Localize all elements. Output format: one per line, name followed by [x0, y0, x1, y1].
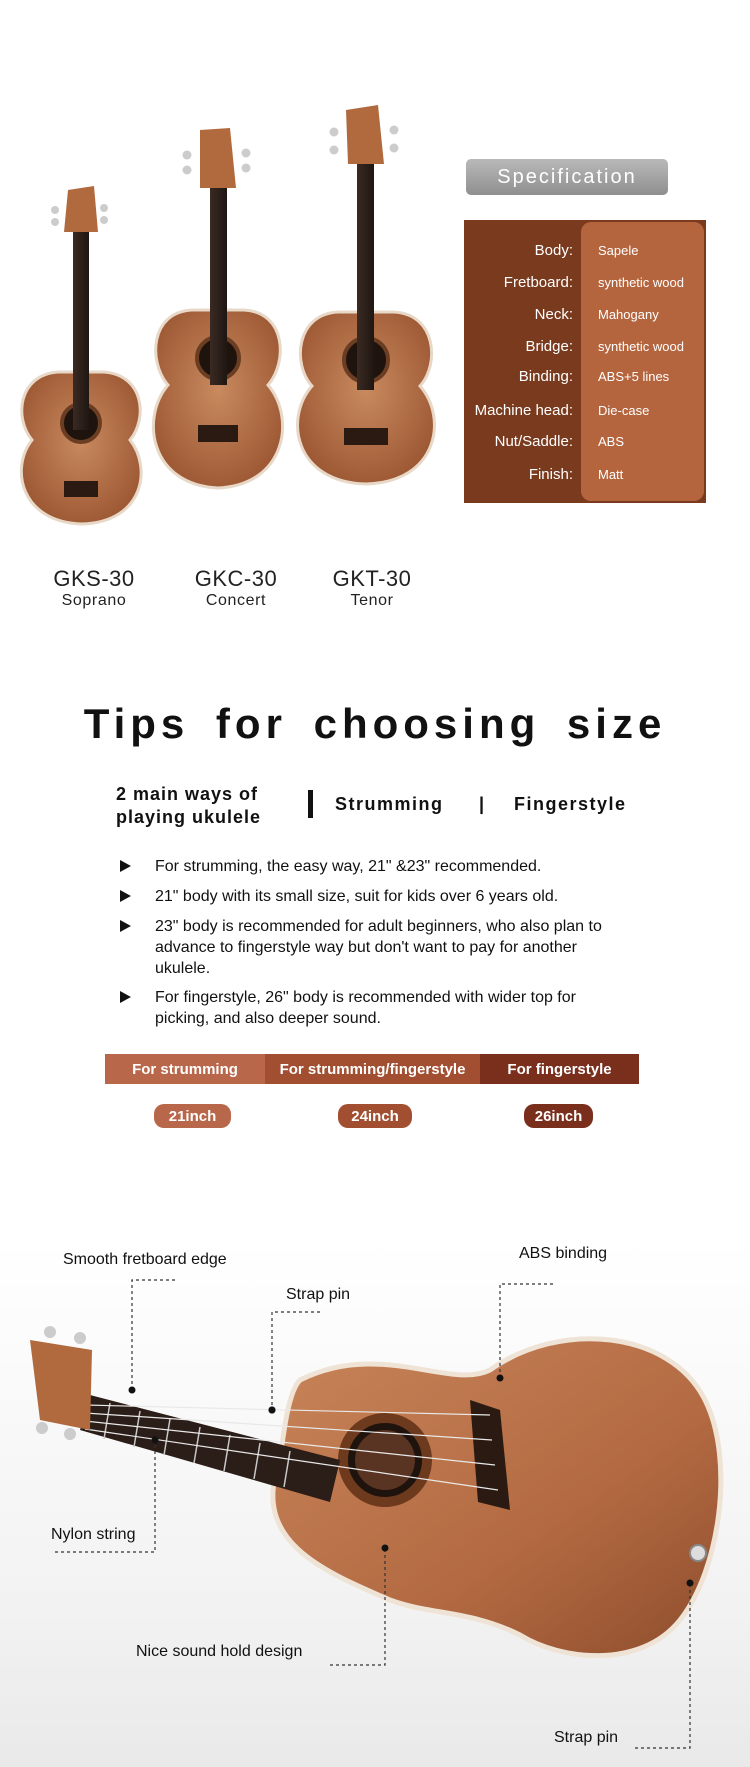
soprano-ukulele	[21, 186, 141, 524]
tips-title: Tips for choosing size	[83, 700, 667, 747]
spec-value: synthetic wood	[598, 275, 684, 290]
triangle-bullet-icon	[120, 991, 131, 1003]
spec-value: Mahogany	[598, 307, 659, 322]
bar-fingerstyle: For fingerstyle	[480, 1054, 639, 1084]
spec-row-neck	[464, 306, 706, 336]
spec-value: Sapele	[598, 243, 639, 258]
model-concert	[176, 566, 296, 610]
model-soprano	[34, 566, 154, 610]
label-sound-hole: Nice sound hold design	[136, 1643, 303, 1660]
bar-strumming-fingerstyle: For strumming/fingerstyle	[265, 1054, 480, 1084]
model-size: Tenor	[350, 592, 394, 609]
spec-value: Die-case	[598, 403, 650, 418]
tip-text: 21" body with its small size, suit for kids over 6 years old.	[155, 888, 559, 905]
concert-ukulele	[153, 128, 282, 488]
model-size: Concert	[205, 592, 267, 609]
ways-line-1: 2 main ways of	[116, 784, 259, 804]
model-code: GKS-30	[53, 566, 135, 591]
tip-text: For fingerstyle, 26" body is recommended with wider top for picking, and also deeper sound.	[155, 989, 576, 1027]
spec-row-nut-saddle	[464, 433, 706, 463]
spec-key: Bridge:	[525, 338, 573, 355]
spec-row-fretboard	[464, 274, 706, 304]
label-abs-binding: ABS binding	[519, 1245, 608, 1262]
triangle-bullet-icon	[120, 890, 131, 902]
model-tenor	[312, 566, 432, 610]
spec-row-bridge	[464, 338, 706, 368]
spec-key: Machine head:	[474, 402, 573, 419]
label-smooth-fretboard: Smooth fretboard edge	[63, 1251, 227, 1268]
specification-title: Specification	[466, 159, 668, 195]
size-21inch: 21inch	[154, 1104, 231, 1128]
fingerstyle-label: Fingerstyle	[514, 794, 627, 814]
model-code: GKC-30	[194, 566, 278, 591]
spec-value: ABS	[598, 434, 625, 449]
strumming-label: Strumming	[335, 794, 444, 814]
triangle-bullet-icon	[120, 920, 131, 932]
spec-value: ABS+5 lines	[598, 369, 670, 384]
spec-key: Neck:	[534, 306, 573, 323]
spec-row-machine-head	[464, 402, 706, 432]
spec-key: Finish:	[528, 466, 573, 483]
ukulele-closeup	[30, 1326, 721, 1656]
spec-value: Matt	[598, 467, 624, 482]
spec-key: Fretboard:	[503, 274, 573, 291]
spec-row-finish	[464, 466, 706, 496]
separator: |	[479, 794, 485, 814]
model-code: GKT-30	[332, 566, 412, 591]
label-strap-pin-bottom: Strap pin	[554, 1729, 619, 1746]
spec-key: Body:	[534, 242, 573, 259]
tip-text: 23" body is recommended for adult beginners, who also plan to advance to fingerstyle way but don't want to pay for another ukulele.	[155, 918, 602, 977]
vertical-divider	[308, 790, 313, 818]
tenor-ukulele	[298, 105, 435, 484]
ukulele-closeup-image	[0, 1240, 750, 1767]
spec-row-binding	[464, 368, 706, 398]
triangle-bullet-icon	[120, 860, 131, 872]
spec-key: Binding:	[518, 368, 573, 385]
size-24inch: 24inch	[338, 1104, 412, 1128]
spec-row-body	[464, 242, 706, 272]
ukulele-lineup-image	[0, 100, 450, 540]
bar-strumming: For strumming	[105, 1054, 265, 1084]
label-nylon-string: Nylon string	[51, 1526, 136, 1543]
spec-key: Nut/Saddle:	[494, 433, 573, 450]
ways-line-2: playing ukulele	[116, 807, 262, 827]
model-size: Soprano	[61, 592, 127, 609]
playing-ways-label	[116, 783, 261, 829]
tip-text: For strumming, the easy way, 21" &23" recommended.	[155, 858, 542, 875]
specification-table	[464, 220, 706, 503]
spec-value: synthetic wood	[598, 339, 684, 354]
size-26inch: 26inch	[524, 1104, 593, 1128]
label-strap-pin-top: Strap pin	[286, 1286, 351, 1303]
